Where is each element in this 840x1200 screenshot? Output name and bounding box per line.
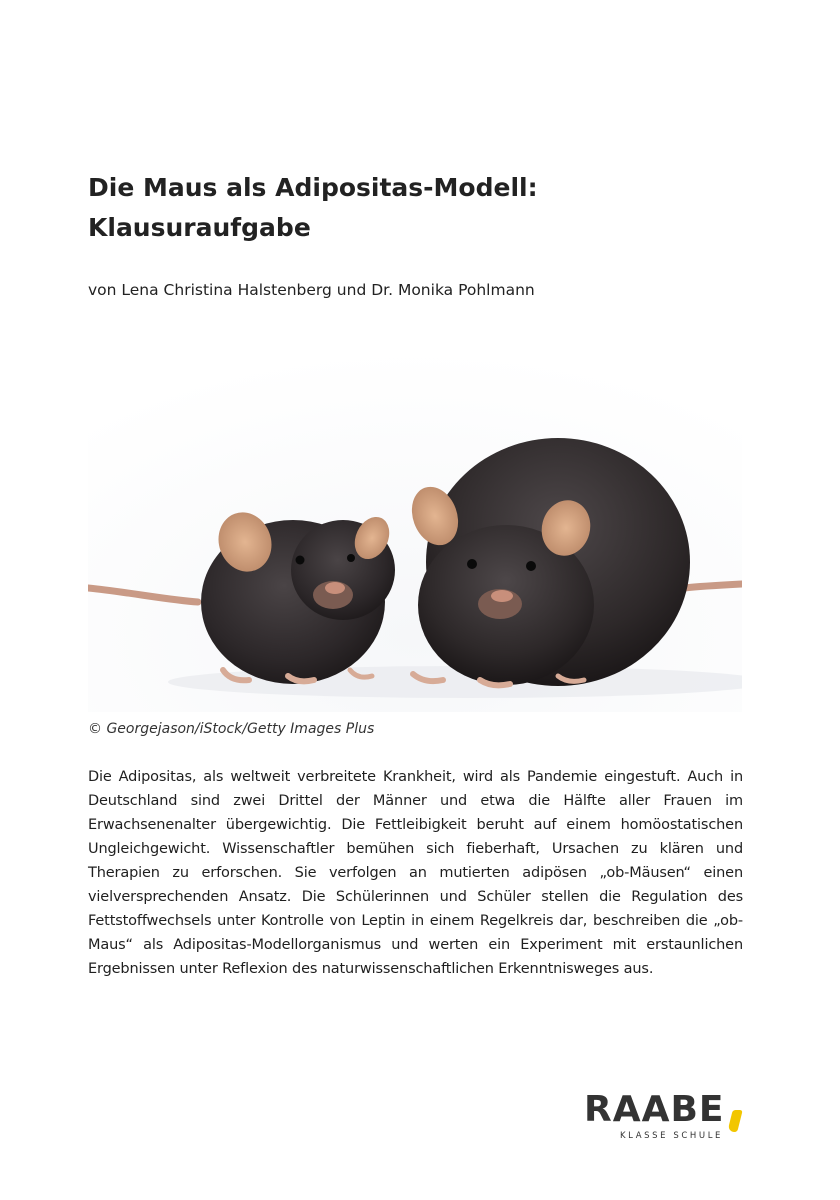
logo-tagline: KLASSE SCHULE (620, 1131, 724, 1141)
title-line-1: Die Maus als Adipositas-Modell: (88, 173, 538, 202)
cover-photo (88, 330, 742, 712)
photo-credit: © Georgejason/iStock/Getty Images Plus (88, 721, 375, 737)
logo-comma-icon (727, 1110, 742, 1132)
title-line-2: Klausuraufgabe (88, 213, 311, 242)
logo-wordmark: RAABE (584, 1089, 725, 1130)
raabe-logo (584, 1090, 754, 1150)
document-title (88, 168, 768, 248)
abstract-paragraph: Die Adipositas, als weltweit verbreitete Krankheit, wird als Pandemie eingestuft. Auch in Deutschland sind zwei Drittel der Männer und etwa die Hälfte aller Frauen im Erwachsenenalter übergewichtig. Die Fettleibigkeit beruht auf einem homöostatischen Ungleichgewicht. Wissenschaftler bemühen sich fieberhaft, Ursachen zu klären und Therapien zu erforschen. Sie verfolgen an mutierten adipösen „ob-Mäusen“ einen vielversprechenden Ansatz. Die Schülerinnen und Schüler stellen die Regulation des Fettstoffwechsels unter Kontrolle von Leptin in einem Regelkreis dar, beschreiben die „ob-Maus“ als Adipositas-Modellorganismus und werten ein Experiment mit erstaunlichen Ergebnissen unter Reflexion des naturwissenschaftlichen Erkenntnisweges aus. (88, 769, 743, 977)
authors-line: von Lena Christina Halstenberg und Dr. Monika Pohlmann (88, 281, 535, 299)
